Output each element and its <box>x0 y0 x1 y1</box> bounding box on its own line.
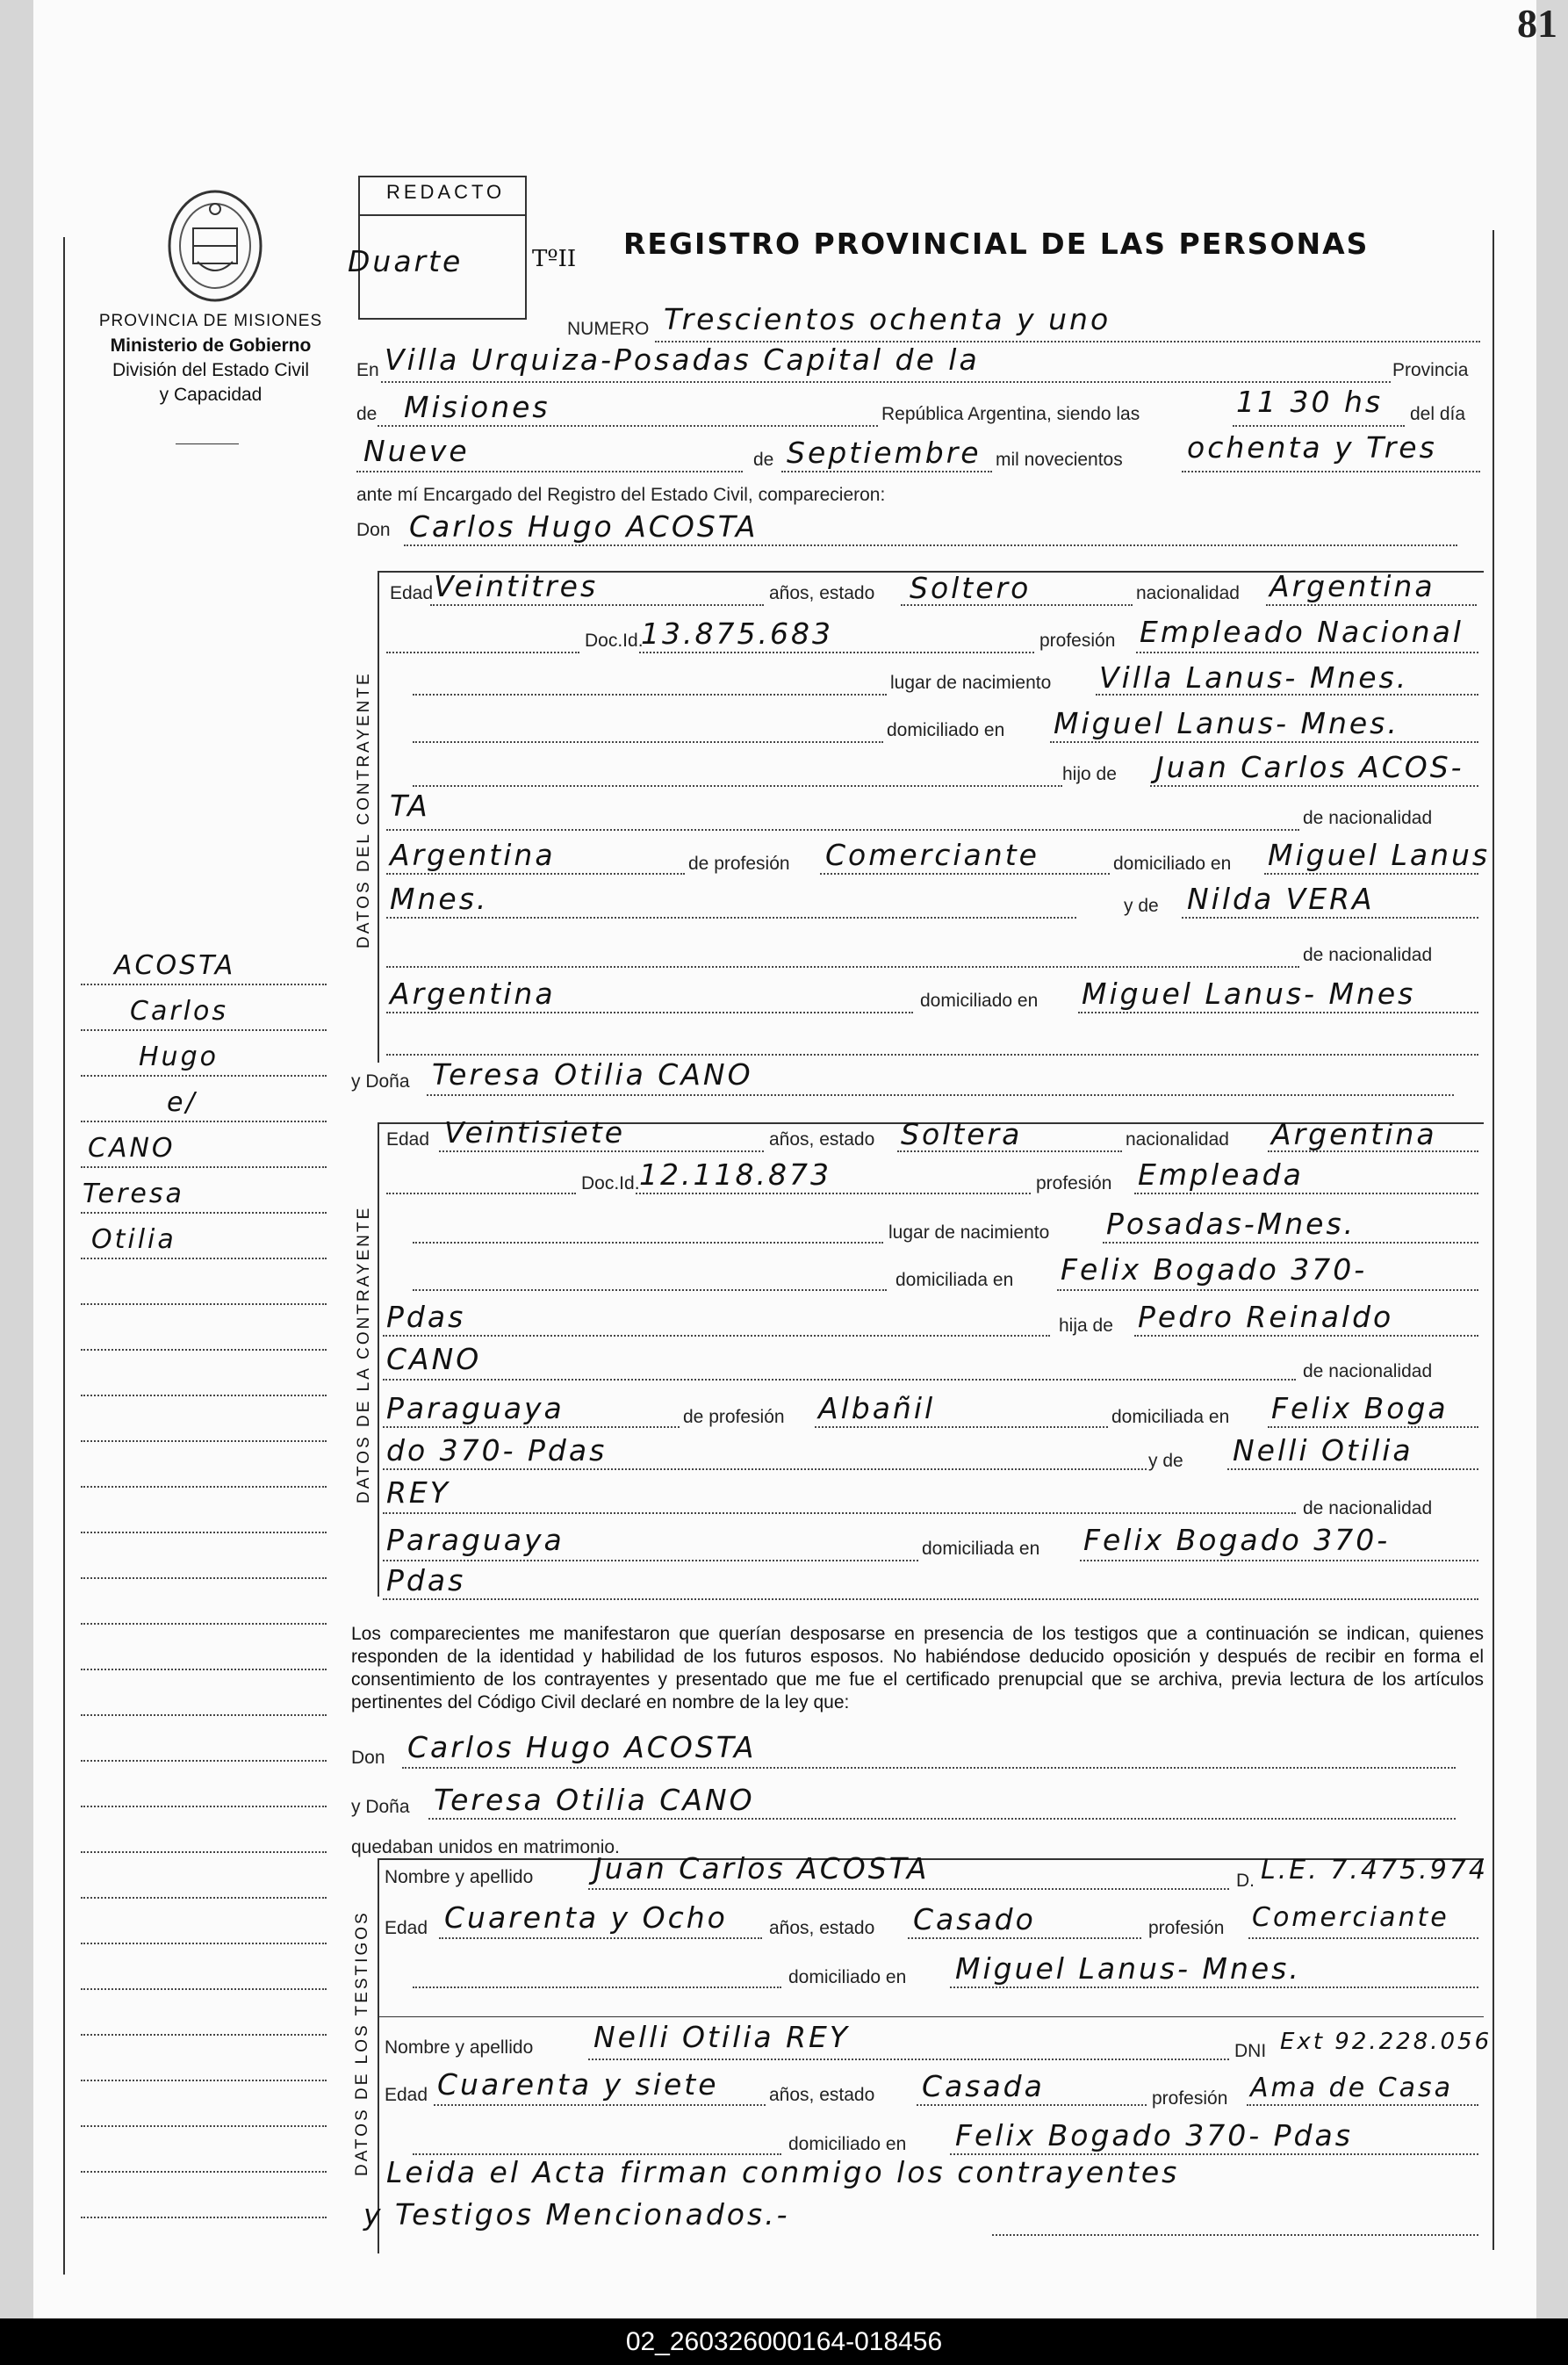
domic-en-label: domiciliada en <box>1111 1407 1230 1427</box>
bride-section-line <box>378 1122 379 1597</box>
witness1-doc: L.E. 7.475.974 <box>1261 1855 1488 1886</box>
domic-en-label: domiciliado en <box>1113 854 1232 874</box>
fill-line <box>1080 1560 1478 1561</box>
numero-value: Trescientos ochenta y uno <box>664 302 1111 336</box>
witness-section-line <box>378 1858 379 2253</box>
witness2-name: Nelli Otilia REY <box>593 2020 851 2054</box>
fill-line <box>1182 917 1478 919</box>
fill-line <box>820 873 1110 875</box>
fill-line <box>430 604 764 606</box>
margin-line <box>81 1577 327 1579</box>
fill-line <box>413 1289 887 1291</box>
groom-civil-status: Soltero <box>910 571 1032 605</box>
edad-label: Edad <box>385 1918 428 1938</box>
ministry-name: Ministerio de Gobierno <box>110 335 312 356</box>
time-value: 11 30 hs <box>1236 385 1384 419</box>
bride-mother-address: Felix Bogado 370- <box>1083 1523 1391 1557</box>
de-label: de <box>356 404 378 424</box>
fill-line <box>356 471 743 472</box>
redacto-label: REDACTO <box>386 181 506 203</box>
fill-line <box>588 1888 1229 1890</box>
prof-label: profesión <box>1039 631 1116 651</box>
groom-father-address-cont: Mnes. <box>390 882 489 916</box>
del-dia-label: del día <box>1410 404 1466 424</box>
fill-line <box>1248 1937 1478 1939</box>
fill-line <box>815 1426 1108 1428</box>
margin-note-line-1: ACOSTA <box>114 950 236 981</box>
margin-note-line-4: e/ <box>167 1087 198 1118</box>
nac-label: nacionalidad <box>1136 583 1240 603</box>
groom-age: Veintitres <box>434 569 599 603</box>
left-frame-line <box>63 237 65 2275</box>
bride-address-cont: Pdas <box>386 1300 466 1334</box>
margin-line <box>81 2034 327 2036</box>
margin-line <box>81 2125 327 2127</box>
groom-birthplace: Villa Lanus- Mnes. <box>1099 660 1409 695</box>
margin-line <box>81 2171 327 2173</box>
margin-note-line-5: CANO <box>88 1133 176 1164</box>
fill-line <box>386 652 579 653</box>
ante-label: ante mí Encargado del Registro del Estado Civil, comparecieron: <box>356 485 886 505</box>
de-prof-label: de profesión <box>688 854 790 874</box>
lugar-label: lugar de nacimiento <box>890 673 1052 693</box>
margin-note-line-2: Carlos <box>130 996 228 1027</box>
margin-line <box>81 1851 327 1853</box>
witness2-age: Cuarenta y siete <box>437 2067 719 2102</box>
groom-father-cont: TA <box>390 789 430 823</box>
divider <box>378 2016 1484 2017</box>
bride-father-address: Felix Boga <box>1271 1391 1449 1425</box>
margin-line <box>81 1440 327 1442</box>
fill-line <box>434 2104 766 2106</box>
nac-label: nacionalidad <box>1126 1129 1229 1150</box>
fill-line <box>383 1379 1296 1381</box>
fill-line <box>386 873 685 875</box>
anios-label: años, estado <box>769 583 875 603</box>
nombre-label: Nombre y apellido <box>385 1867 534 1887</box>
doc-label: Doc.Id. <box>581 1173 640 1193</box>
doc-label: Doc.Id. <box>585 631 644 651</box>
witness1-profession: Comerciante <box>1252 1902 1449 1933</box>
fill-line <box>1227 1468 1478 1470</box>
witness1-age: Cuarenta y Ocho <box>444 1900 728 1935</box>
groom-mother-address: Miguel Lanus- Mnes <box>1082 977 1416 1011</box>
fill-line <box>383 1468 1147 1470</box>
year-value: ochenta y Tres <box>1187 430 1437 465</box>
province-name: PROVINCIA DE MISIONES <box>98 312 323 330</box>
margin-line <box>81 1395 327 1396</box>
bride-mother-nationality: Paraguaya <box>386 1523 565 1557</box>
fill-line <box>1268 1426 1478 1428</box>
divider <box>176 443 239 444</box>
numero-label: NUMERO <box>567 319 650 339</box>
y-de-label: y de <box>1148 1451 1183 1471</box>
closing-line-1: Leida el Acta firman conmigo los contrayentes <box>386 2155 1180 2189</box>
bride-name: Teresa Otilia CANO <box>432 1057 753 1092</box>
margin-line <box>81 1029 327 1031</box>
witness2-civil-status: Casada <box>922 2069 1045 2103</box>
groom-father-profession: Comerciante <box>825 838 1039 872</box>
margin-line <box>81 1760 327 1762</box>
page-number: 81 <box>1517 1 1557 46</box>
fill-line <box>1134 1335 1478 1337</box>
groom-address: Miguel Lanus- Mnes. <box>1054 706 1399 740</box>
de-prof-label: de profesión <box>683 1407 785 1427</box>
legal-paragraph: Los comparecientes me manifestaron que querían desposarse en presencia de los testigos que a continuación se indican, quienes responden de la identidad y habilidad de los futuros esposos. No habiéndose deducido oposición y después de recibir en forma el consentimiento de los contrayentes y presentado que me fue el certificado prenupcial que se archiva, previa lectura de los artículos pertinentes del Código Civil declaré en nombre de la ley que: <box>351 1624 1484 1712</box>
fill-line <box>1136 652 1478 653</box>
margin-line <box>81 984 327 985</box>
hija-label: hija de <box>1059 1316 1113 1336</box>
fill-line <box>639 652 1034 653</box>
bride-age: Veintisiete <box>444 1115 626 1150</box>
fill-line <box>386 1193 576 1194</box>
margin-line <box>81 1532 327 1533</box>
bride-nationality: Argentina <box>1271 1117 1437 1151</box>
witness2-profession: Ama de Casa <box>1250 2073 1454 2103</box>
fill-line <box>439 1150 764 1152</box>
y-dona-label: y Doña <box>351 1071 410 1092</box>
witness1-civil-status: Casado <box>913 1902 1036 1936</box>
groom-father-nationality: Argentina <box>390 838 556 872</box>
margin-line <box>81 1669 327 1670</box>
provincia-label: Provincia <box>1392 360 1469 380</box>
margin-line <box>81 1258 327 1259</box>
prof-label: profesión <box>1152 2088 1228 2109</box>
groom-father-address: Miguel Lanus <box>1268 838 1491 872</box>
witness2-doc: Ext 92.228.056 <box>1280 2029 1492 2055</box>
day-value: Nueve <box>363 434 470 468</box>
fill-line <box>636 1193 1031 1194</box>
margin-line <box>81 2080 327 2081</box>
bride-side-label: DATOS DE LA CONTRAYENTE <box>355 1205 373 1503</box>
bride-birthplace: Posadas-Mnes. <box>1106 1207 1356 1241</box>
margin-line <box>81 1806 327 1807</box>
fill-line <box>1050 741 1478 743</box>
domic-label: domiciliado en <box>887 720 1005 740</box>
groom-doc: 13.875.683 <box>641 616 833 651</box>
fill-line <box>439 1937 762 1939</box>
domic-en-label: domiciliado en <box>920 991 1039 1011</box>
registry-title: REGISTRO PROVINCIAL DE LAS PERSONAS <box>623 227 1370 261</box>
anios-label: años, estado <box>769 1129 875 1150</box>
tomo-value: TºII <box>532 246 577 272</box>
margin-line <box>81 1075 327 1077</box>
fill-line <box>992 2234 1478 2236</box>
margin-line <box>81 1212 327 1214</box>
witness-side-label: DATOS DE LOS TESTIGOS <box>353 1910 371 2176</box>
province-value: Misiones <box>404 390 550 424</box>
fill-line <box>950 1986 1478 1988</box>
bride-mother: Nelli Otilia <box>1233 1433 1413 1467</box>
margin-note-line-7: Otilia <box>91 1224 176 1255</box>
witness2-address: Felix Bogado 370- Pdas <box>955 2118 1353 2152</box>
margin-line <box>81 1714 327 1716</box>
margin-line <box>81 1943 327 1944</box>
fill-line <box>386 829 1299 831</box>
fill-line <box>427 1094 1454 1096</box>
divider <box>358 214 525 216</box>
fill-line <box>1247 2104 1478 2106</box>
fill-line <box>1096 694 1478 696</box>
anios-label: años, estado <box>769 2085 875 2105</box>
fill-line <box>404 544 1457 546</box>
fill-line <box>383 1512 1296 1514</box>
issuer-block <box>61 309 360 407</box>
groom-nationality: Argentina <box>1270 569 1435 603</box>
bride-mother-address-cont: Pdas <box>386 1563 466 1597</box>
fill-line <box>1134 1193 1478 1194</box>
y-dona-label: y Doña <box>351 1797 410 1817</box>
fill-line <box>413 1986 781 1988</box>
quedaban-text: quedaban unidos en matrimonio. <box>351 1837 620 1857</box>
en-label: En <box>356 360 379 380</box>
de-nac-label: de nacionalidad <box>1303 1361 1433 1381</box>
fill-line <box>386 1054 1478 1056</box>
bride-father: Pedro Reinaldo <box>1138 1300 1394 1334</box>
fill-line <box>1268 1150 1478 1152</box>
place-value: Villa Urquiza-Posadas Capital de la <box>385 342 980 377</box>
fill-line <box>386 966 1299 968</box>
fill-line <box>1057 1289 1478 1291</box>
fill-line <box>386 1012 913 1013</box>
fill-line <box>381 381 1391 383</box>
groom-name: Carlos Hugo ACOSTA <box>409 509 759 544</box>
margin-line <box>81 1897 327 1899</box>
margin-line <box>81 1988 327 1990</box>
fill-line <box>383 1426 680 1428</box>
division-line-1: División del Estado Civil <box>111 360 310 380</box>
fill-line <box>781 471 992 472</box>
groom-mother: Nilda VERA <box>1187 882 1375 916</box>
fill-line <box>917 2104 1147 2106</box>
bride-mother-cont: REY <box>386 1475 450 1510</box>
witness1-address: Miguel Lanus- Mnes. <box>955 1951 1301 1986</box>
don-label: Don <box>351 1748 385 1768</box>
bride-father-address-cont: do 370- Pdas <box>386 1433 608 1467</box>
right-frame-line <box>1492 230 1494 2250</box>
fill-line <box>901 604 1133 606</box>
margin-line <box>81 1303 327 1305</box>
de2-label: de <box>753 450 774 470</box>
mil-label: mil novecientos <box>996 450 1123 470</box>
bride-doc: 12.118.873 <box>639 1157 831 1192</box>
witness2-doc-label: DNI <box>1234 2041 1267 2061</box>
anios-label: años, estado <box>769 1918 875 1938</box>
margin-line <box>81 2217 327 2218</box>
bride-father-cont: CANO <box>386 1342 482 1376</box>
month-value: Septiembre <box>787 436 982 470</box>
fill-line <box>413 741 883 743</box>
groom-section-line <box>378 571 379 1063</box>
de-nac-label: de nacionalidad <box>1303 945 1433 965</box>
edad-label: Edad <box>386 1129 430 1150</box>
margin-note-line-6: Teresa <box>83 1179 184 1209</box>
republica-label: República Argentina, siendo las <box>881 404 1140 424</box>
de-nac-label: de nacionalidad <box>1303 1498 1433 1518</box>
groom-side-label: DATOS DEL CONTRAYENTE <box>355 671 373 948</box>
witness1-name: Juan Carlos ACOSTA <box>593 1851 930 1886</box>
fill-line <box>897 1150 1122 1152</box>
fill-line <box>383 1335 1050 1337</box>
bride-civil-status: Soltera <box>901 1117 1023 1151</box>
domic-label: domiciliada en <box>895 1270 1014 1290</box>
fill-line <box>1150 785 1478 787</box>
fill-line <box>402 1767 1456 1769</box>
fill-line <box>386 917 1076 919</box>
fill-line <box>1264 873 1478 875</box>
margin-line <box>81 1486 327 1488</box>
domic-label: domiciliado en <box>788 1967 907 1987</box>
union-bride-name: Teresa Otilia CANO <box>434 1783 755 1817</box>
fill-line <box>908 1937 1141 1939</box>
footer-code: 02_260326000164-018456 <box>0 2318 1568 2365</box>
margin-line <box>81 1166 327 1168</box>
hijo-label: hijo de <box>1062 764 1117 784</box>
provincial-seal-icon <box>158 183 272 314</box>
bride-profession: Empleada <box>1138 1157 1304 1192</box>
fill-line <box>1266 604 1477 606</box>
witness1-doc-label: D. <box>1236 1871 1255 1891</box>
fill-line <box>413 785 1062 787</box>
division-line-2: y Capacidad <box>159 385 263 405</box>
domic-en-label: domiciliada en <box>922 1539 1040 1559</box>
margin-note-line-3: Hugo <box>139 1042 219 1072</box>
prof-label: profesión <box>1036 1173 1112 1193</box>
margin-line <box>81 1349 327 1351</box>
y-de-label: y de <box>1124 896 1159 916</box>
margin-line <box>81 1121 327 1122</box>
bride-father-profession: Albañil <box>818 1391 936 1425</box>
edad-label: Edad <box>385 2085 428 2105</box>
fill-line <box>413 1242 883 1244</box>
margin-line <box>81 1623 327 1625</box>
fill-line <box>428 1818 1456 1820</box>
don-label: Don <box>356 520 391 540</box>
fill-line <box>588 2059 1229 2060</box>
redacto-value: Duarte <box>348 244 464 278</box>
bride-father-nationality: Paraguaya <box>386 1391 565 1425</box>
edad-label: Edad <box>390 583 434 603</box>
fill-line <box>383 1560 918 1561</box>
fill-line <box>413 694 887 696</box>
groom-mother-nationality: Argentina <box>390 977 556 1011</box>
fill-line <box>1182 471 1480 472</box>
bride-address: Felix Bogado 370- <box>1061 1252 1368 1287</box>
de-nac-label: de nacionalidad <box>1303 808 1433 828</box>
fill-line <box>1103 1242 1478 1244</box>
groom-profession: Empleado Nacional <box>1140 615 1464 649</box>
groom-father: Juan Carlos ACOS- <box>1155 750 1464 784</box>
nombre-label: Nombre y apellido <box>385 2037 534 2058</box>
fill-line <box>383 1598 1478 1600</box>
fill-line <box>378 425 878 427</box>
lugar-label: lugar de nacimiento <box>888 1222 1050 1243</box>
closing-line-2: y Testigos Mencionados.- <box>363 2197 790 2232</box>
fill-line <box>1078 1012 1478 1013</box>
fill-line <box>1233 425 1405 427</box>
union-groom-name: Carlos Hugo ACOSTA <box>407 1730 757 1764</box>
prof-label: profesión <box>1148 1918 1225 1938</box>
domic-label: domiciliado en <box>788 2134 907 2154</box>
